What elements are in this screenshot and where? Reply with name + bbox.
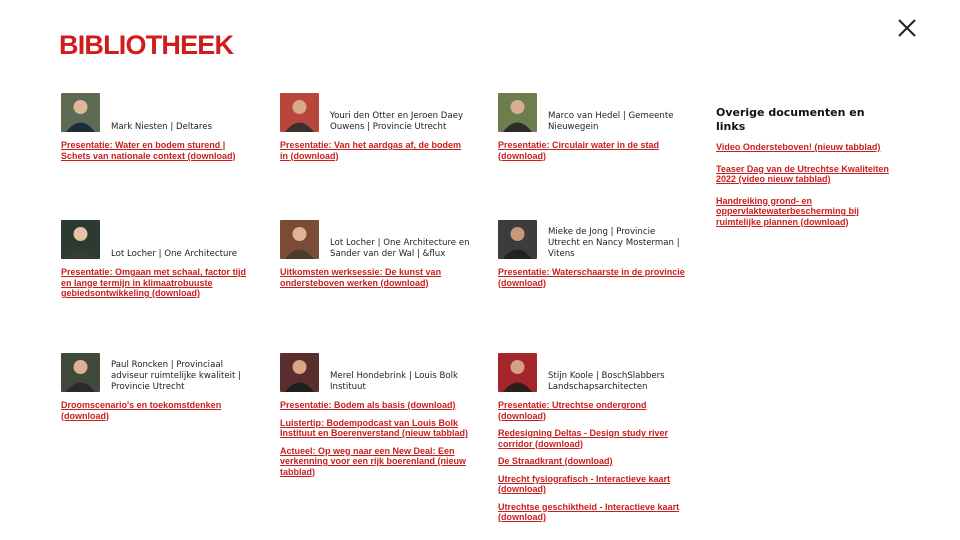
speaker-card xyxy=(498,353,688,530)
speaker-card xyxy=(498,93,688,168)
speaker-card xyxy=(61,93,251,168)
speaker-photo xyxy=(498,353,537,392)
article-link[interactable]: Actueel: Op weg naar een New Deal: Een verkenning voor een rijk boerenland (nieuw tabblad) xyxy=(280,445,467,477)
speaker-card xyxy=(61,220,251,306)
download-link[interactable]: Presentatie: Bodem als basis (download) xyxy=(280,400,456,410)
download-link[interactable]: Presentatie: Utrechtse ondergrond (download) xyxy=(498,400,647,421)
speaker-name: Stijn Koole | BoschSlabbers Landschapsarchitecten xyxy=(548,371,665,392)
download-link[interactable]: Presentatie: Circulair water in de stad (download) xyxy=(498,140,660,161)
download-link[interactable]: Presentatie: Omgaan met schaal, factor tijd en lange termijn in klimaatrobuuste gebiedsontwikkeling (download) xyxy=(61,267,247,298)
speaker-photo xyxy=(61,93,100,132)
other-documents-section xyxy=(716,106,906,238)
video-link[interactable]: Teaser Dag van de Utrechtse Kwaliteiten 2022 (video nieuw tabblad) xyxy=(716,163,889,184)
download-link[interactable]: Uitkomsten werksessie: De kunst van ondersteboven werken (download) xyxy=(280,267,442,288)
video-link[interactable]: Video Ondersteboven! (nieuw tabblad) xyxy=(716,142,881,152)
speaker-photo xyxy=(280,353,319,392)
download-link[interactable]: Utrechtse geschiktheid - Interactieve kaart (download) xyxy=(498,501,680,522)
speaker-card xyxy=(280,220,470,295)
speaker-card xyxy=(498,220,688,295)
speaker-name: Marco van Hedel | Gemeente Nieuwegein xyxy=(548,111,674,132)
download-link[interactable]: Redesigning Deltas - Design study river corridor (download) xyxy=(498,428,669,449)
speaker-photo xyxy=(498,220,537,259)
speaker-name: Lot Locher | One Architecture xyxy=(111,249,238,259)
speaker-card xyxy=(280,93,470,168)
download-link[interactable]: Utrecht fysiografisch - Interactieve kaart (download) xyxy=(498,473,671,494)
speaker-photo xyxy=(61,353,100,392)
speaker-name: Merel Hondebrink | Louis Bolk Instituut xyxy=(330,371,458,392)
speaker-card xyxy=(280,353,470,484)
download-link[interactable]: Presentatie: Van het aardgas af, de bodem in (download) xyxy=(280,140,462,161)
download-link[interactable]: Handreiking grond- en oppervlaktewaterbescherming bij ruimtelijke plannen (download) xyxy=(716,195,860,227)
speaker-name: Youri den Otter en Jeroen Daey Ouwens | Provincie Utrecht xyxy=(330,111,464,132)
speaker-name: Paul Roncken | Provinciaal adviseur ruimtelijke kwaliteit | Provincie Utrecht xyxy=(111,360,242,392)
speaker-photo xyxy=(280,93,319,132)
speaker-card xyxy=(61,353,251,428)
close-icon xyxy=(893,14,921,42)
download-link[interactable]: Presentatie: Waterschaarste in de provincie (download) xyxy=(498,267,685,288)
speaker-photo xyxy=(498,93,537,132)
section-title: Overige documenten en links xyxy=(716,106,865,133)
podcast-link[interactable]: Luistertip: Bodempodcast van Louis Bolk Instituut en Boerenverstand (nieuw tabblad) xyxy=(280,417,469,438)
speaker-name: Lot Locher | One Architecture en Sander van der Wal | &flux xyxy=(330,238,470,259)
download-link[interactable]: Presentatie: Water en bodem sturend | Schets van nationale context (download) xyxy=(61,140,236,161)
close-button[interactable] xyxy=(893,14,921,42)
speaker-name: Mark Niesten | Deltares xyxy=(111,122,213,132)
download-link[interactable]: Droomscenario's en toekomstdenken (download) xyxy=(61,400,222,421)
speaker-photo xyxy=(280,220,319,259)
page-title: BIBLIOTHEEK xyxy=(59,30,234,60)
speaker-photo xyxy=(61,220,100,259)
speaker-name: Mieke de Jong | Provincie Utrecht en Nancy Mosterman | Vitens xyxy=(548,227,680,259)
download-link[interactable]: De Straadkrant (download) xyxy=(498,456,613,466)
